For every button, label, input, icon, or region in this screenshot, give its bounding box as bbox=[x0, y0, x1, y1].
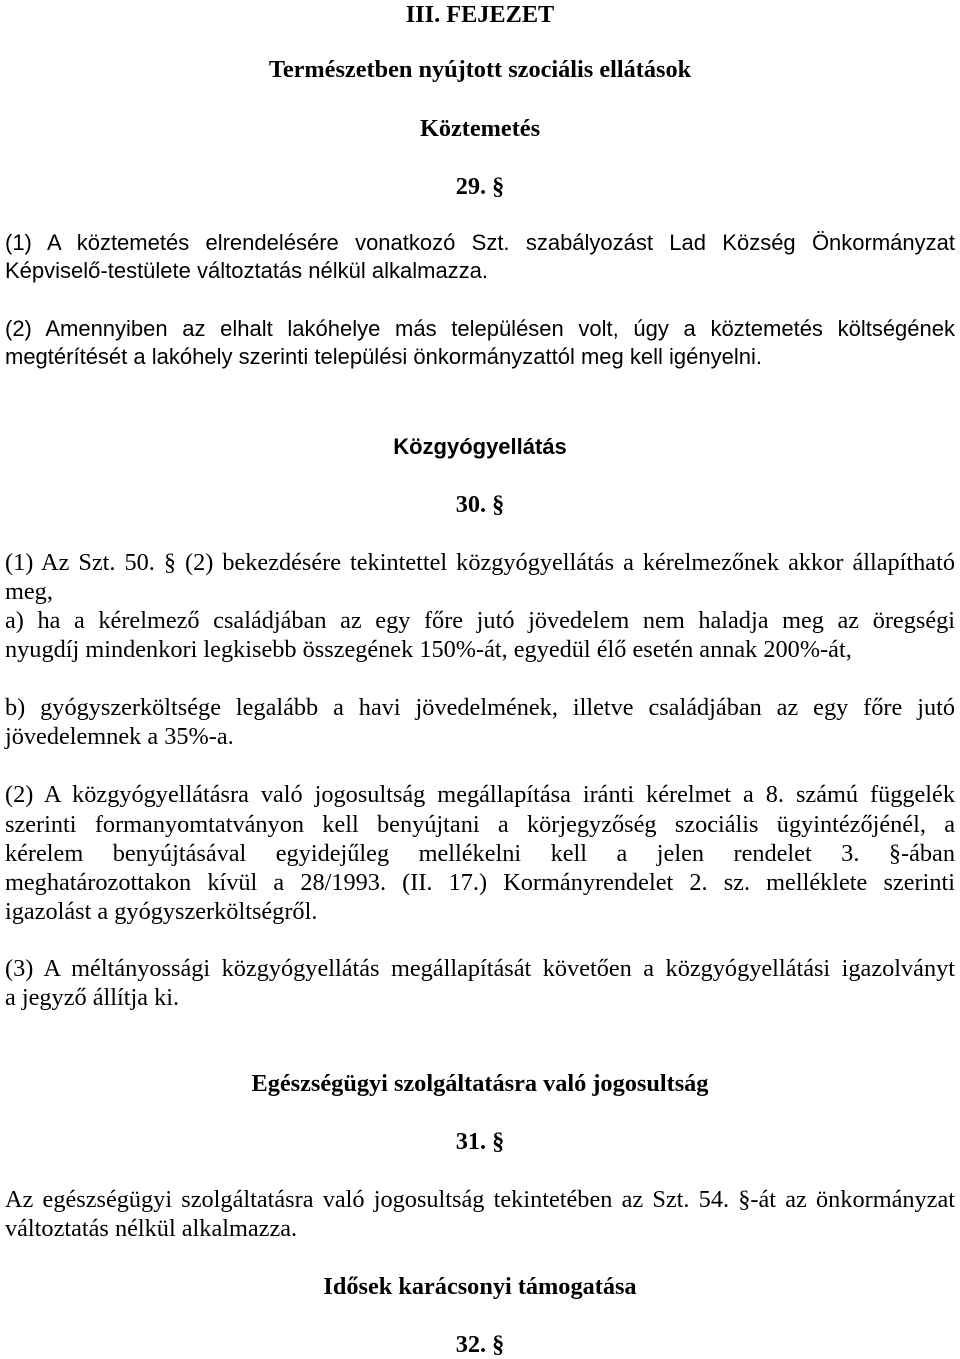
paragraph-line: kérelem benyújtásával egyidejűleg mellékelni kell a jelen rendelet 3. §-ában bbox=[5, 840, 955, 867]
paragraph-line: (1) A köztemetés elrendelésére vonatkozó Szt. szabályozást Lad Község Önkormányzat bbox=[5, 230, 955, 255]
paragraph-line: a jegyző állítja ki. bbox=[5, 984, 180, 1011]
section-title: Idősek karácsonyi támogatása bbox=[323, 1273, 637, 1300]
paragraph-line: Az egészségügyi szolgáltatásra való jogosultság tekintetében az Szt. 54. §-át az önkormányzat bbox=[5, 1186, 955, 1213]
paragraph-line: (2) A közgyógyellátásra való jogosultság megállapítása iránti kérelmet a 8. számú függelék bbox=[5, 781, 955, 808]
paragraph-line: (3) A méltányossági közgyógyellátás megállapítását követően a közgyógyellátási igazolványt bbox=[5, 955, 955, 982]
paragraph-line: meg, bbox=[5, 578, 53, 605]
section-title: Egészségügyi szolgáltatásra való jogosultság bbox=[251, 1070, 709, 1097]
list-item-line: b) gyógyszerköltsége legalább a havi jövedelmének, illetve családjában az egy főre jutó bbox=[5, 694, 955, 721]
list-item-line: a) ha a kérelmező családjában az egy főre jutó jövedelem nem haladja meg az öregségi bbox=[5, 607, 955, 634]
paragraph-line: (1) Az Szt. 50. § (2) bekezdésére tekintettel közgyógyellátás a kérelmezőnek akkor állapítható bbox=[5, 549, 955, 576]
paragraph-line: igazolást a gyógyszerköltségről. bbox=[5, 898, 318, 925]
paragraph-line: megtérítését a lakóhely szerinti települési önkormányzattól meg kell igényelni. bbox=[5, 344, 762, 369]
paragraph-line: változtatás nélkül alkalmazza. bbox=[5, 1215, 298, 1242]
paragraph-line: Képviselő-testülete változtatás nélkül alkalmazza. bbox=[5, 258, 489, 283]
part-title: Természetben nyújtott szociális ellátások bbox=[268, 56, 692, 83]
chapter-heading: III. FEJEZET bbox=[405, 1, 555, 28]
section-number: 29. § bbox=[455, 173, 505, 200]
list-item-line: jövedelemnek a 35%-a. bbox=[5, 723, 234, 750]
paragraph-line: szerinti formanyomtatványon kell benyújtani a körjegyzőség szociális ügyintézőjénél, a bbox=[5, 811, 955, 838]
section-number: 31. § bbox=[455, 1128, 505, 1155]
section-title: Köztemetés bbox=[419, 115, 541, 142]
paragraph-line: meghatározottakon kívül a 28/1993. (II. 17.) Kormányrendelet 2. sz. melléklete szerinti bbox=[5, 869, 955, 896]
section-number: 32. § bbox=[455, 1331, 505, 1358]
list-item-line: nyugdíj mindenkori legkisebb összegének 150%-át, egyedül élő esetén annak 200%-át, bbox=[5, 636, 852, 663]
section-number: 30. § bbox=[455, 491, 505, 518]
section-title: Közgyógyellátás bbox=[393, 434, 567, 459]
paragraph-line: (2) Amennyiben az elhalt lakóhelye más településen volt, úgy a köztemetés költségének bbox=[5, 316, 955, 341]
